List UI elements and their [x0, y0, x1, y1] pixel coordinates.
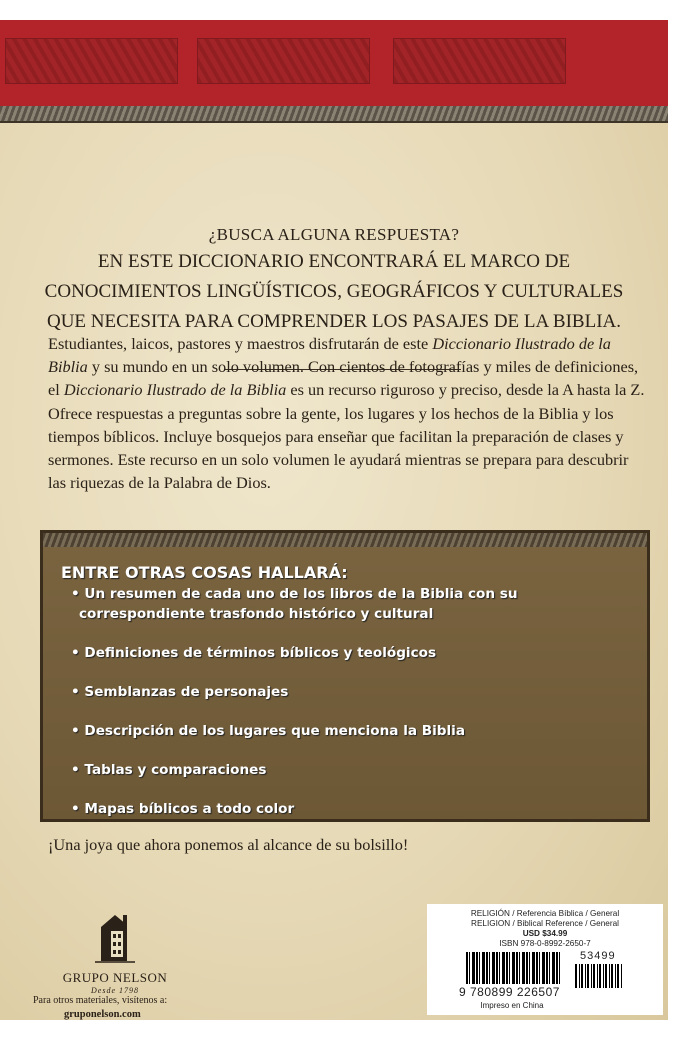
features-heading: ENTRE OTRAS COSAS HALLARÁ:: [61, 563, 348, 582]
printed-in: Impreso en China: [480, 1001, 544, 1010]
header-question: ¿BUSCA ALGUNA RESPUESTA?: [208, 225, 460, 244]
feature-item: • Semblanzas de personajes: [71, 684, 289, 700]
publisher-name: GRUPO NELSON: [62, 970, 168, 985]
addon-code: 53499: [580, 950, 616, 962]
house-icon: [95, 913, 135, 963]
addon-barcode: [575, 964, 623, 988]
description-paragraph: [48, 332, 648, 494]
red-ornamental-band: [0, 20, 668, 106]
intro-line: QUE NECESITA PARA COMPRENDER LOS PASAJES DE LA BIBLIA.: [46, 311, 622, 332]
rope-border: [0, 106, 668, 123]
feature-item: • Un resumen de cada uno de los libros de la Biblia con su correspondiente trasfondo histórico y cultural: [71, 586, 518, 622]
barcode-label: [427, 904, 663, 1015]
feature-item: • Descripción de los lugares que menciona la Biblia: [71, 723, 466, 739]
book-title: Diccionario Ilustrado de la Biblia: [48, 334, 611, 377]
isbn: ISBN 978-0-8992-2650-7: [499, 939, 591, 948]
category-es: RELIGIÓN / Referencia Bíblica / General: [470, 909, 620, 918]
ornament-panel: [393, 38, 566, 84]
feature-item: • Definiciones de términos bíblicos y teológicos: [71, 645, 437, 661]
intro-line: CONOCIMIENTOS LINGÜÍSTICOS, GEOGRÁFICOS Y CULTURALES: [44, 281, 624, 302]
category-en: RELIGION / Biblical Reference / General: [471, 919, 619, 928]
publisher-logo: [55, 913, 175, 995]
box-rope-border: [43, 533, 647, 547]
book-back-cover: [0, 20, 668, 1020]
price: USD $34.99: [522, 929, 568, 938]
text: y su mundo en un solo volumen. Con cientos de fotografías y miles de definiciones, el: [48, 357, 639, 400]
visit-text: Para otros materiales, visítenos a:: [33, 995, 168, 1006]
tagline: ¡Una joya que ahora ponemos al alcance de su bolsillo!: [48, 835, 409, 854]
ornament-panel: [197, 38, 370, 84]
text: Estudiantes, laicos, pastores y maestros disfrutarán de este: [48, 334, 433, 353]
text: es un recurso riguroso y preciso, desde la A hasta la Z. Ofrece respuestas a preguntas sobre la gente, los lugares y los hechos de la Biblia y los tiempos bíblicos. Incluye bosquejos para enseñar que facilitan la preparación de clases y sermones. Este recurso en un solo volumen le ayudará mientras se prepara para descubrir las riquezas de la Palabra de Dios.: [48, 380, 645, 493]
publisher-since: Desde 1798: [91, 986, 139, 995]
intro-text: [0, 247, 668, 337]
intro-line: EN ESTE DICCIONARIO ENCONTRARÁ EL MARCO DE: [97, 251, 571, 272]
ean-number: 9 780899 226507: [459, 985, 560, 999]
ornament-panel: [5, 38, 178, 84]
features-box: [40, 530, 650, 822]
barcode: [466, 952, 562, 984]
feature-item: • Mapas bíblicos a todo color: [71, 801, 295, 817]
book-title: Diccionario Ilustrado de la Biblia: [63, 380, 287, 400]
features-list: [71, 584, 647, 819]
publisher-url[interactable]: gruponelson.com: [64, 1009, 141, 1020]
feature-item: • Tablas y comparaciones: [71, 762, 267, 778]
